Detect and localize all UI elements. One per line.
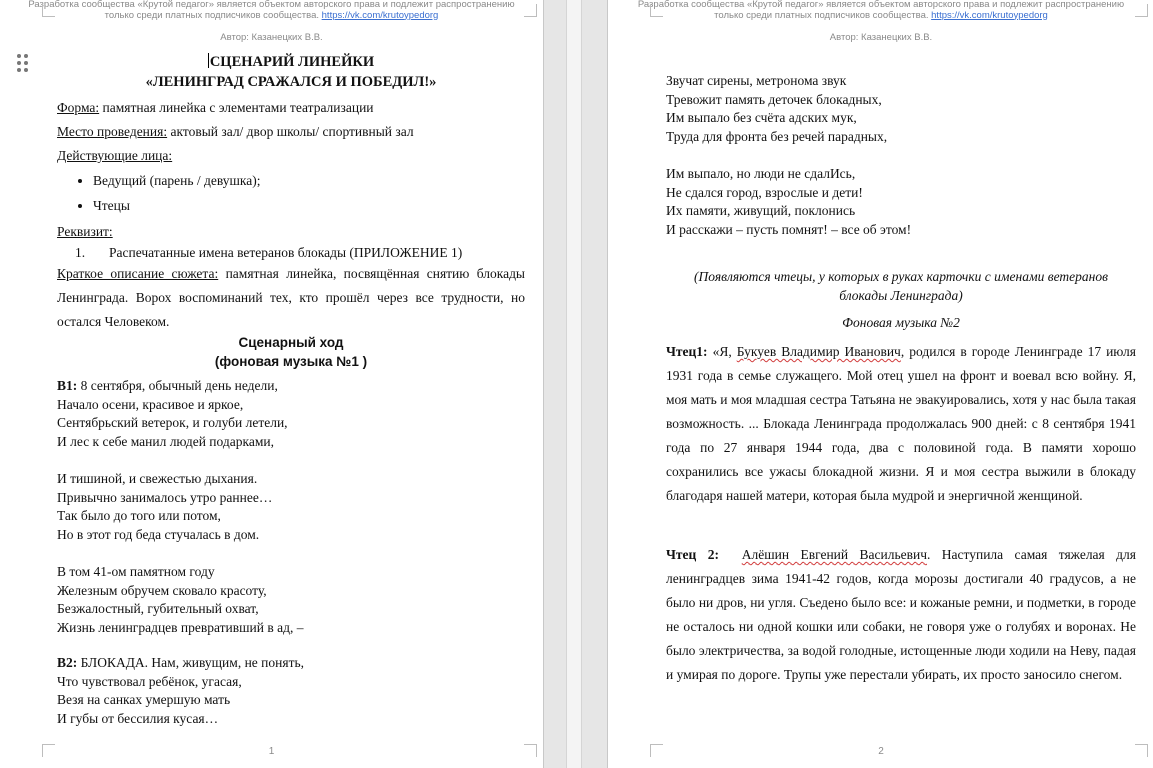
copyright-line-2: только среди платных подписчиков сообщества. bbox=[714, 9, 932, 21]
author-header: Автор: Казанецких В.В. bbox=[829, 32, 933, 43]
props-item-number: 1. bbox=[75, 245, 86, 260]
poem-line: Их памяти, живущий, поклонись bbox=[666, 203, 856, 219]
poem-line: Звучат сирены, метронома звук bbox=[666, 73, 847, 88]
poem-line: Привычно занималось утро раннее… bbox=[57, 489, 273, 505]
poem-line: Не сдался город, взрослые и дети! bbox=[666, 184, 863, 200]
b2-poem bbox=[57, 654, 525, 728]
poem-line: В том 41-ом памятном году bbox=[57, 563, 215, 579]
poem-line: И лес к себе манил людей подарками, bbox=[57, 433, 274, 449]
poem-line: И губы от бессилия кусая… bbox=[57, 710, 219, 726]
list-item: • Чтецы bbox=[93, 193, 525, 218]
scenario-subtitle: (фоновая музыка №1 ) bbox=[214, 354, 368, 369]
crop-mark bbox=[650, 4, 663, 17]
poem-line: Сентябрьский ветерок, и голуби летели, bbox=[57, 415, 288, 431]
text-cursor bbox=[208, 53, 209, 68]
reader2-label: Чтец 2: bbox=[666, 547, 719, 562]
poem-line: Жизнь ленинградцев превративший в ад, – bbox=[57, 619, 304, 635]
drag-handle-icon[interactable] bbox=[17, 54, 29, 72]
reader2-name: Алёшин Евгений Васильевич bbox=[741, 547, 927, 562]
crop-mark bbox=[1135, 4, 1148, 17]
copyright-line-2: только среди платных подписчиков сообщества. bbox=[104, 9, 322, 21]
poem-line bbox=[57, 451, 525, 470]
copyright-header bbox=[0, 0, 543, 21]
place-row bbox=[57, 120, 525, 144]
poem-line: И тишиной, и свежестью дыхания. bbox=[57, 470, 258, 486]
poem-line: Безжалостный, губительный охват, bbox=[57, 601, 259, 617]
stage-direction: (Появляются чтецы, у которых в руках карточки с именами ветеранов блокады Ленинграда) bbox=[694, 269, 1108, 303]
characters-label: Действующие лица: bbox=[57, 148, 173, 163]
b1-label: В1: bbox=[57, 378, 78, 393]
closing-poem bbox=[666, 72, 1136, 239]
scenario-heading bbox=[57, 333, 525, 371]
title-line-2: «ЛЕНИНГРАД СРАЖАЛСЯ И ПОБЕДИЛ!» bbox=[145, 74, 437, 90]
poem-line: Что чувствовал ребёнок, угасая, bbox=[57, 673, 242, 689]
copyright-line-1: Разработка сообщества «Крутой педагог» является объектом авторского права и подлежит распространению bbox=[28, 0, 515, 10]
document-page-2[interactable] bbox=[607, 0, 1153, 768]
form-row bbox=[57, 96, 525, 120]
poem-line: Им выпало без счёта адских мук, bbox=[666, 110, 857, 126]
reader1-text: , родился в городе Ленинграде 17 июля 1931 года в семье служащего. Мой отец ушел на фронт и воевал всю войну. Я, моя мать и моя младшая сестра Татьяна не эвакуировались, хотя у нас была такая возможность. ... Блокада Ленинграда продолжалась 900 дней: с 8 сентября 1941 года по 27 января 1944 года, два с половиной года. В памяти хорошо сохранились все ужасы блокадной жизни. Я и моя сестра выжили в блокаду благодаря нашей матери, которая была мудрой и энергичной женщиной. bbox=[666, 344, 1137, 503]
page-gap bbox=[566, 0, 582, 768]
poem-line: Им выпало, но люди не сдалИсь, bbox=[666, 165, 856, 181]
reader1-label: Чтец1: bbox=[666, 344, 708, 359]
props-item bbox=[57, 244, 525, 261]
scenario-title: Сценарный ход bbox=[238, 335, 344, 350]
poem-line bbox=[57, 544, 525, 563]
poem-line: БЛОКАДА. Нам, живущим, не понять, bbox=[77, 655, 305, 670]
poem-line: 8 сентября, обычный день недели, bbox=[77, 378, 278, 393]
reader1-name: Букуев Владимир Иванович bbox=[736, 344, 901, 359]
title-line-1: СЦЕНАРИЙ ЛИНЕЙКИ bbox=[209, 54, 375, 70]
characters-list bbox=[57, 168, 525, 218]
copyright-header bbox=[608, 0, 1153, 21]
poem-line: Но в этот год беда стучалась в дом. bbox=[57, 526, 260, 542]
poem-line bbox=[666, 146, 1136, 165]
props-item-text: Распечатанные имена ветеранов блокады (ПРИЛОЖЕНИЕ 1) bbox=[109, 245, 463, 260]
document-page-1[interactable] bbox=[0, 0, 544, 768]
b2-label: В2: bbox=[57, 655, 78, 670]
crop-mark bbox=[42, 4, 55, 17]
props-label: Реквизит: bbox=[57, 224, 113, 239]
place-label: Место проведения: bbox=[57, 124, 168, 139]
metadata-block bbox=[57, 96, 525, 334]
summary-paragraph bbox=[57, 262, 525, 334]
poem-line: Так было до того или потом, bbox=[57, 508, 221, 524]
music-cue: Фоновая музыка №2 bbox=[842, 315, 960, 330]
author-header: Автор: Казанецких В.В. bbox=[220, 32, 323, 43]
poem-line: Тревожит память деточек блокадных, bbox=[666, 91, 882, 107]
poem-line: Везя на санках умершую мать bbox=[57, 692, 231, 708]
poem-line: Начало осени, красивое и яркое, bbox=[57, 396, 244, 412]
page-number: 2 bbox=[878, 746, 884, 757]
summary-text: памятная линейка, посвящённая снятию блокады Ленинграда. Ворох воспоминаний тех, кто прошёл через все трудности, но остался Человеком. bbox=[57, 266, 526, 329]
b1-poem bbox=[57, 377, 525, 637]
document-title bbox=[57, 52, 525, 92]
page-number: 1 bbox=[268, 746, 275, 757]
community-link[interactable]: https://vk.com/krutoypedorg bbox=[321, 9, 439, 21]
poem-line: И расскажи – пусть помнят! – все об этом! bbox=[666, 221, 912, 237]
reader1-paragraph bbox=[666, 340, 1136, 508]
form-label: Форма: bbox=[57, 100, 100, 115]
form-value: памятная линейка с элементами театрализации bbox=[99, 100, 374, 115]
community-link[interactable]: https://vk.com/krutoypedorg bbox=[931, 9, 1048, 21]
place-value: актовый зал/ двор школы/ спортивный зал bbox=[167, 124, 414, 139]
poem-line: Железным обручем сковало красоту, bbox=[57, 582, 267, 598]
reader1-intro: «Я, bbox=[707, 344, 737, 359]
reader2-text: . Наступила самая тяжелая для ленинградцев зима 1941-42 годов, когда морозы достигали 40 градусов, а не было ни дров, ни угля. Съедено было все: и кожаные ремни, и подметки, в городе не осталось ни одной кошки или собаки, не говоря уже о голубях и воронах. Не было электричества, за водой голодные, истощенные люди ходили на Неву, падая и умирая по дороге. Трупы уже перестали убирать, их просто заносило снегом. bbox=[666, 547, 1136, 682]
copyright-line-1: Разработка сообщества «Крутой педагог» является объектом авторского права и подлежит распространению bbox=[637, 0, 1125, 10]
list-item: • Ведущий (парень / девушка); bbox=[93, 168, 525, 193]
summary-label: Краткое описание сюжета: bbox=[57, 266, 219, 281]
crop-mark bbox=[524, 4, 537, 17]
reader2-paragraph bbox=[666, 543, 1136, 687]
poem-line: Труда для фронта без речей парадных, bbox=[666, 128, 888, 144]
